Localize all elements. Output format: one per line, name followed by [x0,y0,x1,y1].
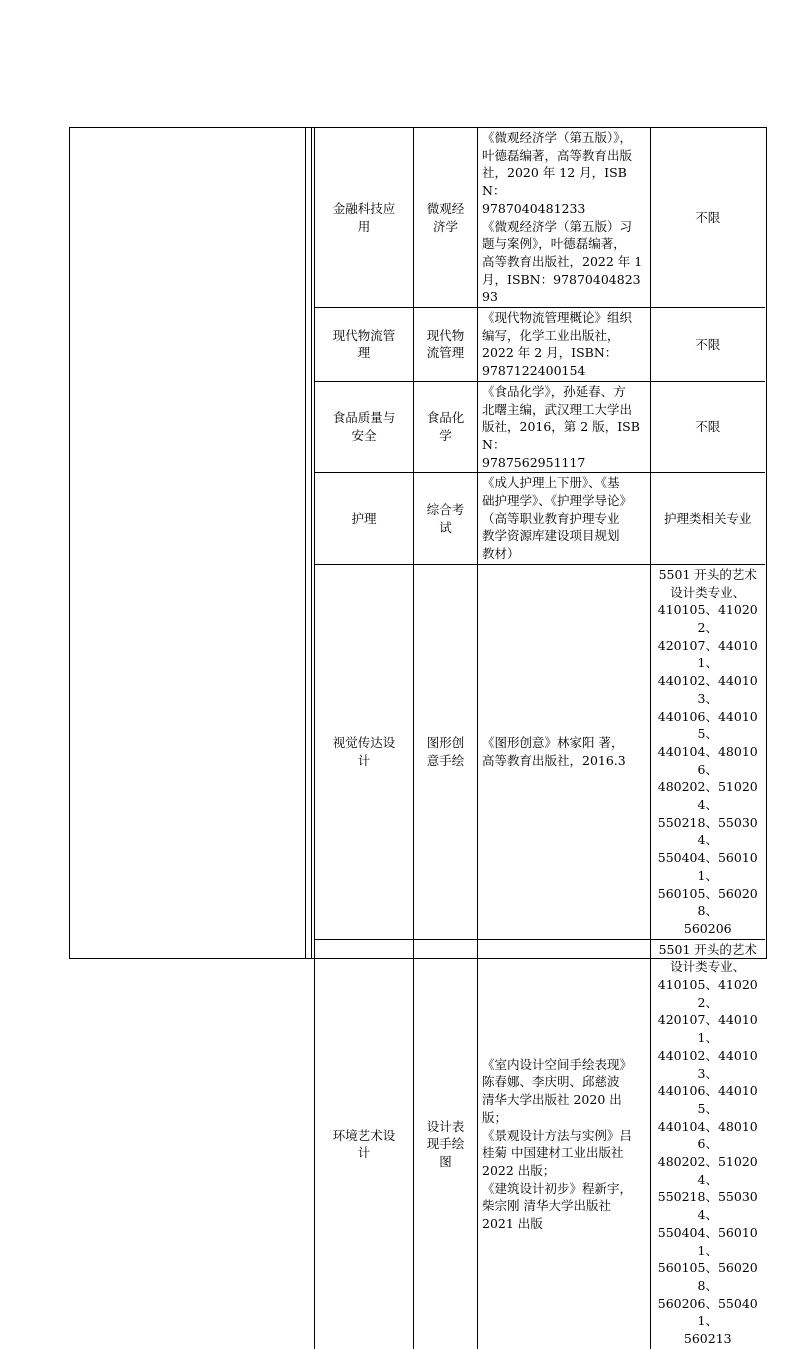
major-subject-table [314,128,765,1349]
reference-books-cell: 《现代物流管理概论》组织 编写，化学工业出版社， 2022 年 2 月，ISBN： 9787122400154 [478,308,651,382]
major-cell: 环境艺术设 计 [315,939,414,1349]
reference-books-cell: 《微观经济学（第五版）》， 叶德磊编著，高等教育出版 社，2020 年 12 月，ISBN： 9787040481233 《微观经济学（第五版）习 题与案例》，叶德磊编著， 高等教育出版社，2022 年 1 月，ISBN：9787040482393 [478,128,651,308]
admission-table [69,127,767,1347]
requirement-cell: 不限 [651,128,765,308]
exam-subject-cell: 图形创 意手绘 [414,564,478,939]
table-row [315,564,765,939]
major-cell: 食品质量与 安全 [315,381,414,473]
requirement-cell: 5501 开头的艺术 设计类专业、 410105、410202、 420107、440101、 440102、440103、 440106、440105、 440104、480106、 480202、510204、 550218、550304、 550404、560101、 560105、560208、 560206、550401、 560213 [651,939,765,1349]
double-rule [311,128,312,958]
table-row [315,381,765,473]
table-row [315,308,765,382]
requirement-cell: 护理类相关专业 [651,473,765,565]
reference-books-cell: 《食品化学》，孙延春、方 北曙主编，武汉理工大学出 版社，2016，第 2 版，ISBN： 9787562951117 [478,381,651,473]
requirement-cell: 不限 [651,381,765,473]
major-cell: 现代物流管 理 [315,308,414,382]
table-row [315,473,765,565]
merged-left-cell [70,128,306,958]
table-row [315,939,765,1349]
major-cell: 视觉传达设 计 [315,564,414,939]
exam-subject-cell: 现代物 流管理 [414,308,478,382]
major-cell: 金融科技应 用 [315,128,414,308]
exam-subject-cell: 微观经 济学 [414,128,478,308]
exam-subject-cell: 综合考 试 [414,473,478,565]
exam-subject-cell: 设计表 现手绘 图 [414,939,478,1349]
exam-subject-cell: 食品化 学 [414,381,478,473]
reference-books-cell: 《图形创意》林家阳 著， 高等教育出版社，2016.3 [478,564,651,939]
requirement-cell: 5501 开头的艺术 设计类专业、 410105、410202、 420107、440101、 440102、440103、 440106、440105、 440104、480106、 480202、510204、 550218、550304、 550404、560101、 560105、560208、 560206 [651,564,765,939]
table-row [315,128,765,308]
requirement-cell: 不限 [651,308,765,382]
reference-books-cell: 《成人护理上下册》、《基 础护理学》、《护理学导论》 （高等职业教育护理专业 教学资源库建设项目规划 教材） [478,473,651,565]
reference-books-cell: 《室内设计空间手绘表现》 陈春娜、李庆明、邱慈波 清华大学出版社 2020 出 版； 《景观设计方法与实例》吕 桂菊 中国建材工业出版社 2022 出版； 《建筑设计初步》程新宇， 柴宗刚 清华大学出版社 2021 出版 [478,939,651,1349]
major-cell: 护理 [315,473,414,565]
